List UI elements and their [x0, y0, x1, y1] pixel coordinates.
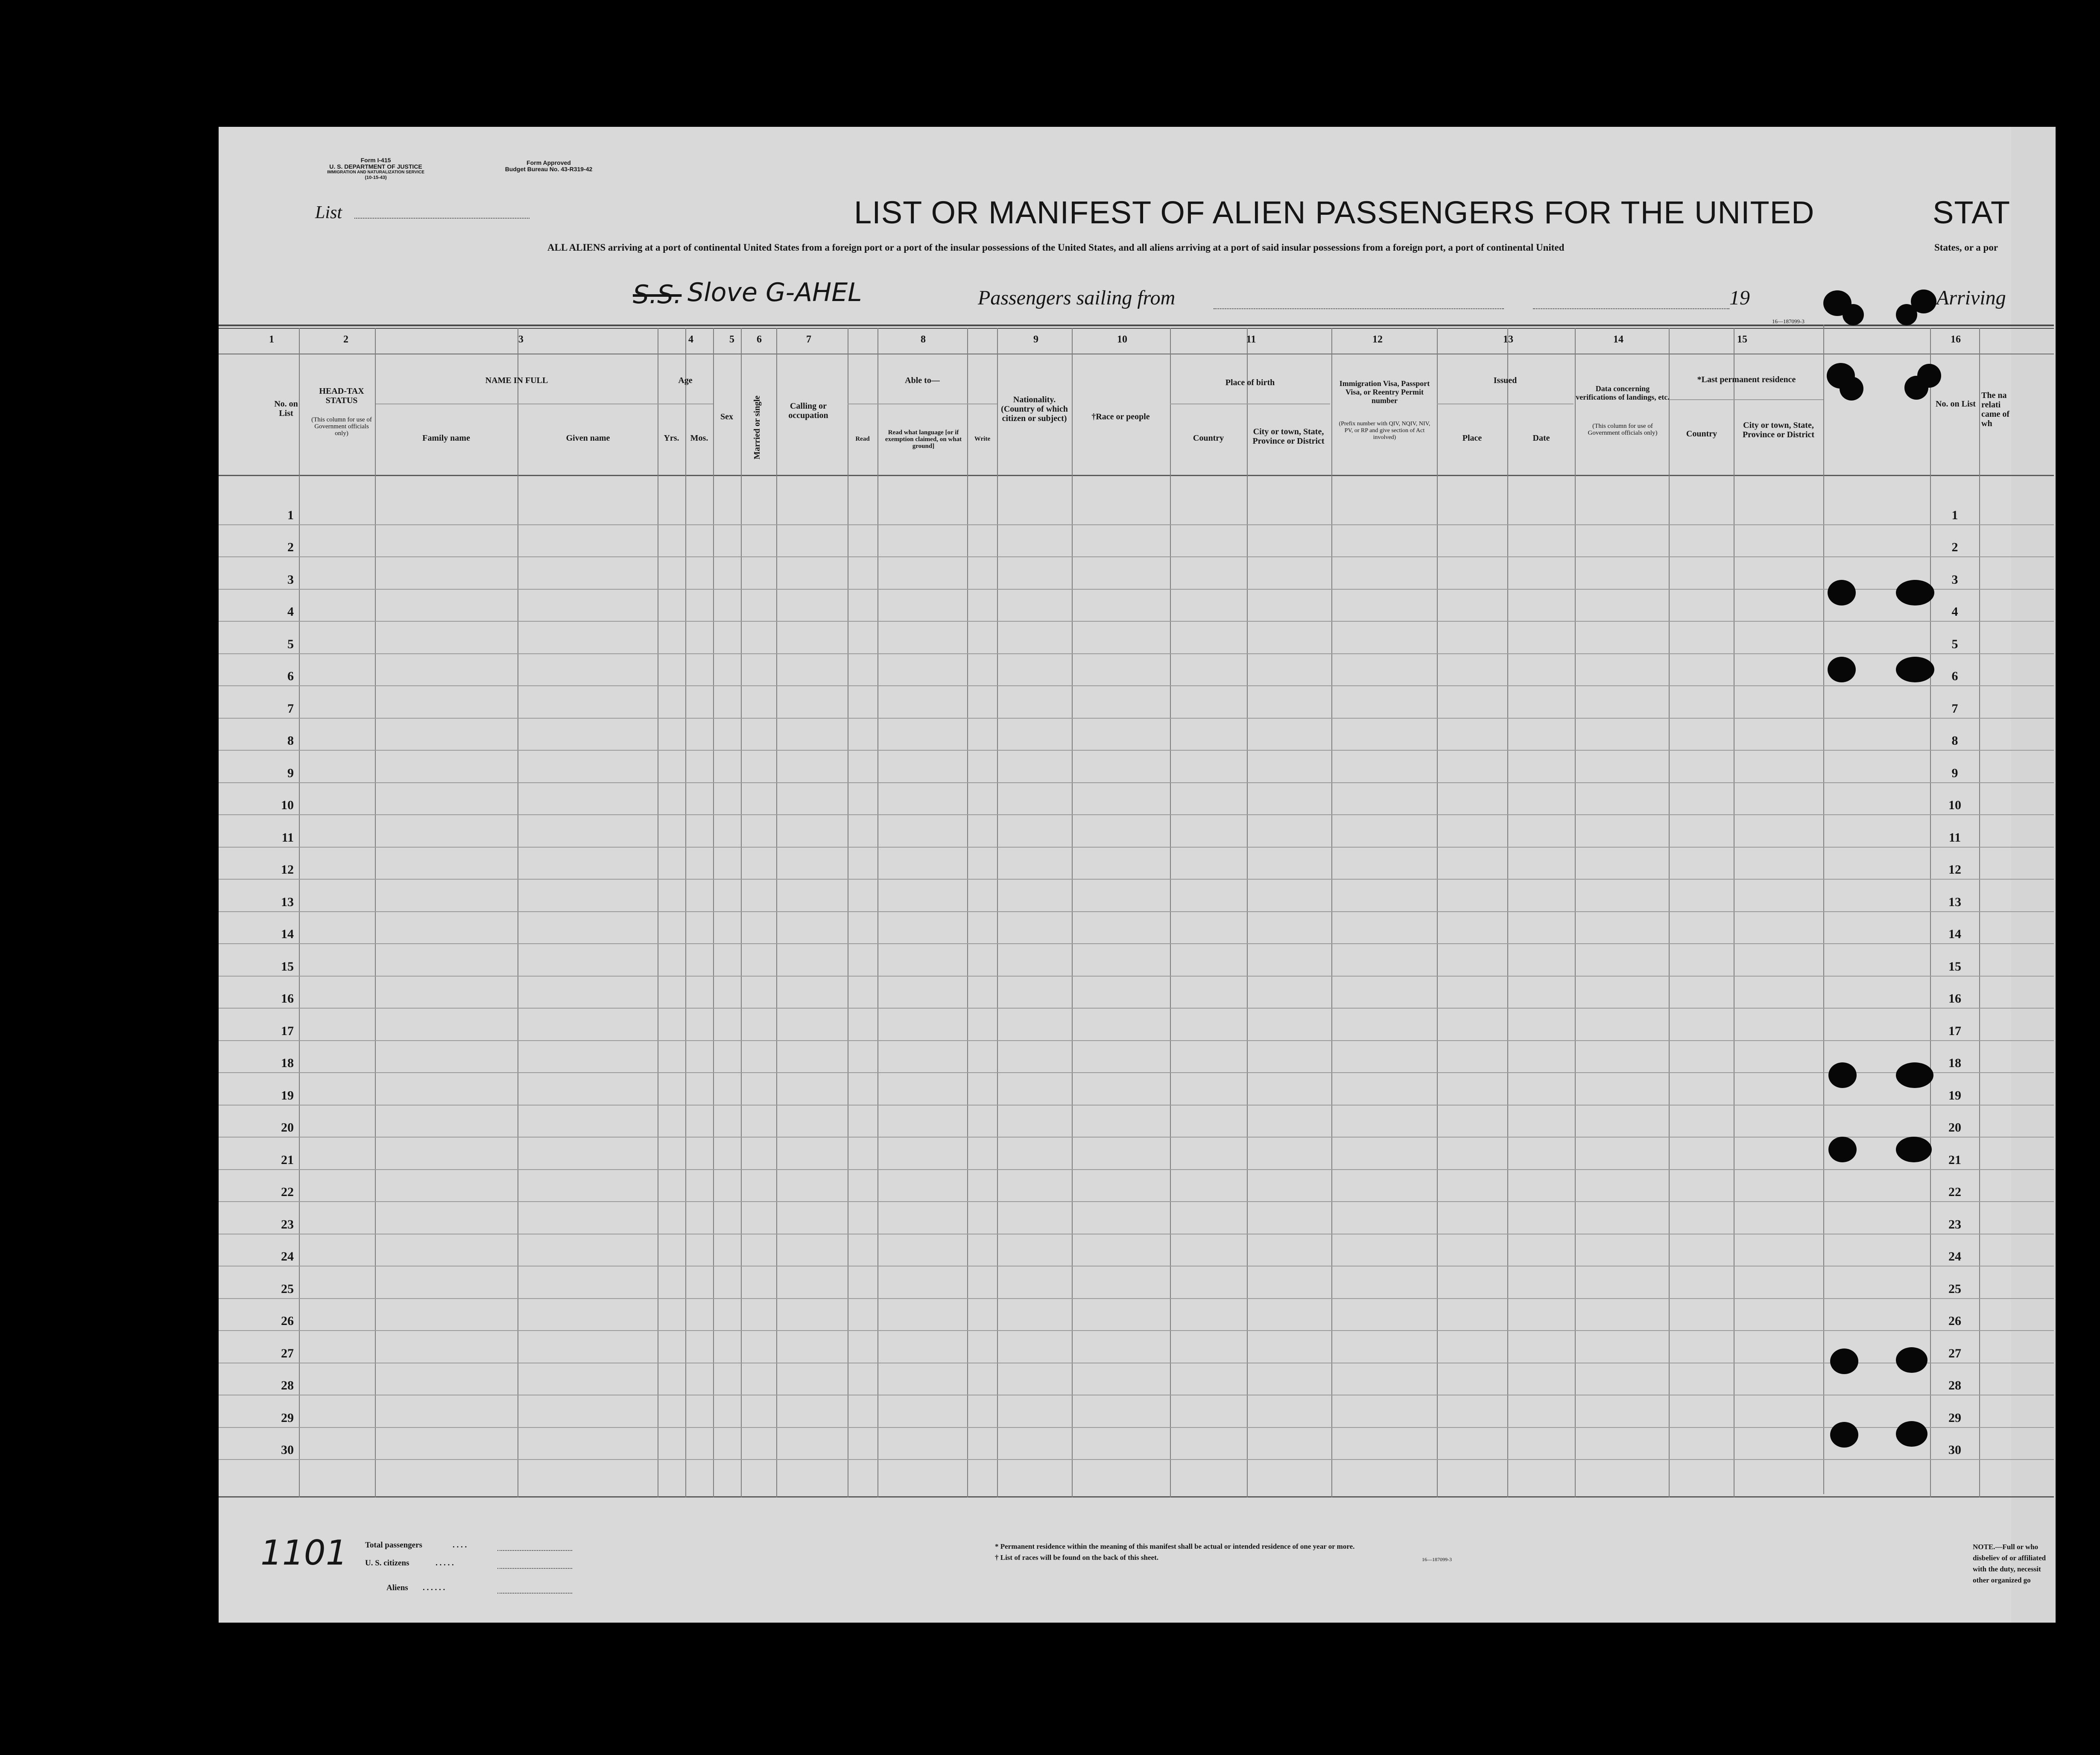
col-last-residence: *Last permanent residence [1697, 375, 1796, 384]
punch-hole [1896, 1137, 1932, 1162]
row-rule [219, 718, 2054, 719]
row-number-right: 6 [1951, 669, 1958, 683]
row-number-right: 30 [1948, 1443, 1961, 1457]
row-number: 4 [287, 605, 294, 619]
sailing-port-line [1214, 308, 1504, 309]
punch-hole [1917, 364, 1941, 388]
column-rule [685, 328, 686, 1498]
col-no-on-list: No. on List [274, 399, 298, 418]
row-rule [219, 1169, 2054, 1170]
row-rule [219, 911, 2054, 912]
us-citizens-label: U. S. citizens [365, 1559, 409, 1568]
row-number-right: 8 [1951, 734, 1958, 748]
handwritten-number: 1101 [260, 1533, 348, 1573]
aliens-label: Aliens [386, 1583, 408, 1592]
col-family-name: Family name [422, 433, 470, 443]
row-number: 15 [281, 959, 294, 974]
col-issued-date: Date [1533, 433, 1550, 443]
column-rule [1930, 328, 1931, 1498]
col-read: Read [855, 436, 870, 442]
row-number-right: 2 [1951, 540, 1958, 554]
column-rule [967, 328, 968, 1498]
row-number-right: 17 [1948, 1024, 1961, 1038]
colnum-12: 12 [1372, 334, 1383, 345]
row-number-right: 1 [1951, 508, 1958, 522]
passengers-sailing-label: Passengers sailing from [978, 287, 1176, 309]
punch-hole [1896, 1347, 1927, 1373]
footer-print-code: 16—187099-3 [1422, 1556, 1452, 1562]
row-rule [219, 814, 2054, 815]
column-rule [375, 328, 376, 1498]
column-rule [1170, 328, 1171, 1498]
row-number: 26 [281, 1314, 294, 1328]
row-number: 2 [287, 540, 294, 554]
colnum-16: 16 [1951, 334, 1961, 345]
row-number: 25 [281, 1281, 294, 1296]
form-subtitle-continued: States, or a por [1934, 242, 1998, 253]
col-nationality: Nationality. (Country of which citizen or subject) [1001, 395, 1068, 423]
col-race: †Race or people [1091, 412, 1150, 421]
colnum-3: 3 [518, 334, 524, 345]
column-rule [1331, 328, 1332, 1498]
row-number-right: 7 [1951, 701, 1958, 716]
col-given-name: Given name [566, 433, 610, 443]
row-number-right: 15 [1948, 959, 1961, 974]
row-rule [219, 556, 2054, 557]
col-issued-place: Place [1462, 433, 1482, 443]
row-number: 23 [281, 1217, 294, 1231]
col-name-in-full: NAME IN FULL [485, 376, 548, 385]
row-rule [219, 1459, 2054, 1460]
row-rule [219, 589, 2054, 590]
row-number-right: 5 [1951, 637, 1958, 651]
col-place-of-birth: Place of birth [1225, 378, 1275, 387]
footnote-races: † List of races will be found on the back of this sheet. [995, 1553, 1158, 1562]
total-passengers-label: Total passengers [365, 1541, 422, 1550]
column-rule [1669, 328, 1670, 1498]
colnum-4: 4 [688, 334, 693, 345]
row-rule [219, 1427, 2054, 1428]
colnum-10: 10 [1117, 334, 1127, 345]
form-title-continued: STAT [1933, 195, 2011, 230]
row-number: 28 [281, 1378, 294, 1392]
list-label: List [315, 203, 342, 222]
row-number-right: 9 [1951, 766, 1958, 780]
col-data-note: (This column for use of Government officials only) [1588, 423, 1658, 436]
row-number-right: 29 [1948, 1410, 1961, 1425]
row-number: 22 [281, 1185, 294, 1199]
total-passengers-line [497, 1550, 572, 1551]
colnum-2: 2 [343, 334, 348, 345]
colnum-5: 5 [729, 334, 734, 345]
col-visa-number: Immigration Visa, Passport Visa, or Reentry Permit number [1339, 379, 1430, 405]
colnum-6: 6 [757, 334, 762, 345]
column-rule [997, 328, 998, 1498]
aliens-line [497, 1593, 572, 1594]
manifest-sheet-right [2011, 127, 2056, 1623]
row-rule [219, 685, 2054, 686]
col-head-tax: HEAD-TAX STATUS [319, 386, 364, 405]
row-rule [219, 847, 2054, 848]
row-number: 21 [281, 1152, 294, 1167]
col-age: Age [678, 376, 693, 385]
row-number: 6 [287, 669, 294, 683]
row-rule [219, 1330, 2054, 1331]
row-number-right: 3 [1951, 572, 1958, 587]
punch-hole [1843, 304, 1864, 325]
row-number: 8 [287, 734, 294, 748]
service-name: IMMIGRATION AND NATURALIZATION SERVICE [327, 170, 424, 175]
col-visa-note: (Prefix number with QIV, NQIV, NIV, PV, or RP and give section of Act involved) [1339, 421, 1430, 441]
row-number: 11 [281, 830, 294, 845]
us-citizens-line [497, 1568, 572, 1569]
col-read-language: Read what language [or if exemption claimed, on what ground] [885, 429, 962, 450]
form-title: LIST OR MANIFEST OF ALIEN PASSENGERS FOR THE UNITED [854, 195, 1815, 230]
table-bottom-rule [219, 1496, 2054, 1498]
row-number: 30 [281, 1443, 294, 1457]
punch-hole [1828, 1062, 1857, 1088]
row-number-right: 12 [1948, 863, 1961, 877]
form-approval-block [478, 160, 619, 173]
arriving-label: Arriving [1936, 287, 2006, 309]
row-number: 9 [287, 766, 294, 780]
footer-note-right: NOTE.—Full or who disbeliev of or affiliated with the duty, necessit other organized go [1973, 1543, 2046, 1584]
row-rule [219, 1266, 2054, 1267]
row-number-right: 25 [1948, 1281, 1961, 1296]
column-rule [1072, 328, 1073, 1498]
row-number: 10 [281, 798, 294, 812]
col-sex: Sex [720, 412, 733, 421]
row-rule [219, 653, 2054, 654]
col-able-to: Able to— [905, 376, 940, 385]
form-id-block [295, 157, 457, 181]
column-rule [1247, 328, 1248, 1498]
row-number-right: 21 [1948, 1152, 1961, 1167]
column-rule [1979, 328, 1980, 1498]
punch-hole [1828, 657, 1856, 682]
row-rule [219, 1105, 2054, 1106]
department-name: U. S. DEPARTMENT OF JUSTICE [329, 163, 422, 170]
ship-name-handwritten: Slove G-AHEL [687, 278, 862, 307]
punch-hole [1896, 1421, 1927, 1447]
row-rule [219, 943, 2054, 944]
form-subtitle: ALL ALIENS arriving at a port of continental United States from a foreign port or a port of the insular possessions of the United States, and all aliens arriving at a port of said insular possessions from a foreign port, a port of continental United [547, 242, 1565, 253]
form-date-code: (10-15-43) [365, 175, 387, 180]
row-number: 20 [281, 1120, 294, 1135]
colnum-13: 13 [1503, 334, 1513, 345]
punch-hole [1896, 657, 1934, 682]
col-age-mos: Mos. [690, 433, 708, 443]
column-rule [299, 328, 300, 1498]
punch-hole [1896, 1062, 1933, 1088]
table-top-rule-2 [219, 328, 2054, 329]
col-age-yrs: Yrs. [664, 433, 679, 443]
row-rule [219, 524, 2054, 525]
punch-hole [1896, 580, 1934, 605]
row-number-right: 13 [1948, 895, 1961, 909]
row-number: 27 [281, 1346, 294, 1360]
row-rule [219, 1298, 2054, 1299]
row-number-right: 4 [1951, 605, 1958, 619]
col-16-partial: The na relati came of wh [1981, 391, 2010, 428]
row-number: 18 [281, 1056, 294, 1070]
col-birth-city: City or town, State, Province or District [1252, 427, 1325, 446]
column-rule [1823, 325, 1824, 1494]
row-number-right: 20 [1948, 1120, 1961, 1135]
column-rule [1507, 328, 1508, 1498]
row-number: 17 [281, 1024, 294, 1038]
row-number-right: 14 [1948, 927, 1961, 941]
row-number-right: 24 [1948, 1249, 1961, 1264]
row-number-right: 28 [1948, 1378, 1961, 1392]
col-married-single: Married or single [752, 395, 762, 459]
row-number-right: 11 [1948, 830, 1961, 845]
row-number-right: 26 [1948, 1314, 1961, 1328]
row-rule [219, 1201, 2054, 1202]
sailing-date-line [1533, 308, 1729, 309]
colnum-15: 15 [1737, 334, 1747, 345]
row-number: 24 [281, 1249, 294, 1264]
colnum-8: 8 [921, 334, 926, 345]
row-number-right: 22 [1948, 1185, 1961, 1199]
print-code: 16—187099-3 [1772, 318, 1805, 325]
row-number-right: 23 [1948, 1217, 1961, 1231]
residence-subrule [1670, 399, 1823, 400]
budget-bureau: Budget Bureau No. 43-R319-42 [505, 166, 593, 173]
row-number: 3 [287, 572, 294, 587]
row-number: 14 [281, 927, 294, 941]
header-bottom-rule [219, 475, 2054, 476]
row-number: 16 [281, 992, 294, 1006]
year-prefix: 19 [1729, 287, 1750, 309]
row-rule [219, 1137, 2054, 1138]
row-number: 12 [281, 863, 294, 877]
table-top-rule [219, 325, 2054, 326]
row-number-right: 18 [1948, 1056, 1961, 1070]
colnum-9: 9 [1033, 334, 1038, 345]
colnum-11: 11 [1246, 334, 1256, 345]
column-rule [713, 328, 714, 1498]
row-rule [219, 782, 2054, 783]
col-no-on-list-right: No. on List [1936, 399, 1976, 409]
column-rule [776, 328, 777, 1498]
row-number: 13 [281, 895, 294, 909]
ship-prefix: S.S. [633, 280, 682, 310]
row-rule [219, 750, 2054, 751]
punch-hole [1840, 377, 1863, 401]
col-data-verifications: Data concerning verifications of landings, etc. [1576, 384, 1670, 401]
row-number-right: 10 [1948, 798, 1961, 812]
col-birth-country: Country [1193, 433, 1224, 443]
col-write: Write [974, 436, 991, 442]
manifest-sheet [219, 127, 2054, 1623]
row-number-right: 27 [1948, 1346, 1961, 1360]
punch-hole [1911, 290, 1936, 313]
col-head-tax-note: (This column for use of Government officials only) [311, 416, 372, 437]
row-number: 7 [287, 701, 294, 716]
punch-hole [1830, 1348, 1858, 1374]
row-number: 19 [281, 1088, 294, 1103]
row-rule [219, 879, 2054, 880]
colnum-1: 1 [269, 334, 274, 345]
column-rule [1575, 328, 1576, 1498]
list-number-line [354, 218, 529, 219]
form-number: Form I-415 [360, 157, 391, 164]
row-rule [219, 1008, 2054, 1009]
footnote-permanent-residence: * Permanent residence within the meaning of this manifest shall be actual or intended residence of one year or more. [995, 1542, 1355, 1550]
row-rule [219, 976, 2054, 977]
row-rule [219, 1072, 2054, 1073]
punch-hole [1830, 1422, 1858, 1448]
punch-hole [1828, 1137, 1857, 1162]
row-number: 1 [287, 508, 294, 522]
row-number: 5 [287, 637, 294, 651]
colnum-7: 7 [806, 334, 811, 345]
column-rule [741, 328, 742, 1498]
colnum-14: 14 [1613, 334, 1623, 345]
row-number-right: 19 [1948, 1088, 1961, 1103]
row-number: 29 [281, 1410, 294, 1425]
col-calling-occupation: Calling or occupation [788, 401, 828, 420]
column-rule [877, 328, 878, 1498]
row-rule [219, 621, 2054, 622]
col-residence-city: City or town, State, Province or District [1742, 421, 1815, 439]
col-residence-country: Country [1686, 429, 1717, 439]
column-rule [1437, 328, 1438, 1498]
row-number-right: 16 [1948, 992, 1961, 1006]
punch-hole [1828, 580, 1856, 605]
form-approved: Form Approved [526, 159, 571, 166]
row-rule [219, 1040, 2054, 1041]
col-issued: Issued [1493, 376, 1517, 385]
